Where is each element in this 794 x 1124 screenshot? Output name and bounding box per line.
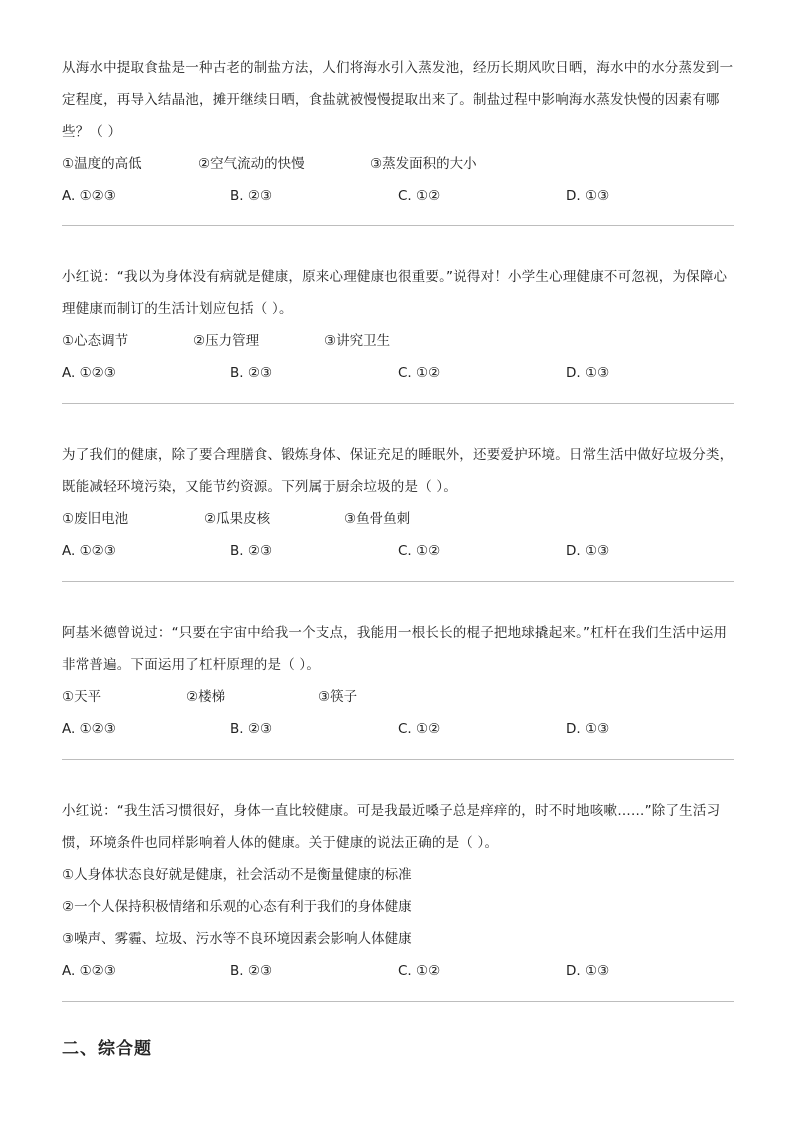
question-1-items [62,148,734,180]
question-2-item-1: ①心态调节 [62,333,129,349]
question-4-item-2: ②楼梯 [186,689,226,705]
question-4-choice-b[interactable]: B. ②③ [230,721,273,737]
divider-5 [62,1001,734,1002]
section-title: 二、综合题 [62,1039,152,1059]
question-2-choice-b[interactable]: B. ②③ [230,365,273,381]
question-4-text: 阿基米德曾说过：“只要在宇宙中给我一个支点，我能用一根长长的棍子把地球撬起来。”杠杆在我们生活中运用非常普遍。下面运用了杠杆原理的是（ ）。 [62,625,728,673]
question-3-choices [62,535,734,567]
divider-4 [62,759,734,760]
question-4-choice-d[interactable]: D. ①③ [566,721,610,737]
question-1-choice-d[interactable]: D. ①③ [566,188,610,204]
question-5-choice-a[interactable]: A. ①②③ [62,963,116,979]
question-3-choice-b[interactable]: B. ②③ [230,543,273,559]
question-5-statement-3: ③噪声、雾霾、垃圾、污水等不良环境因素会影响人体健康 [62,931,412,947]
question-1-item-3: ③蒸发面积的大小 [370,156,477,172]
question-2 [62,261,734,389]
divider-3 [62,581,734,582]
question-5-choice-b[interactable]: B. ②③ [230,963,273,979]
question-2-choice-c[interactable]: C. ①② [398,365,441,381]
question-1-choice-b[interactable]: B. ②③ [230,188,273,204]
question-5-statement-1: ①人身体状态良好就是健康，社会活动不是衡量健康的标准 [62,867,412,883]
question-3 [62,439,734,567]
question-2-choice-a[interactable]: A. ①②③ [62,365,116,381]
question-2-item-2: ②压力管理 [193,333,260,349]
question-5 [62,795,734,987]
question-3-choice-a[interactable]: A. ①②③ [62,543,116,559]
question-1-item-1: ①温度的高低 [62,156,142,172]
question-1-text: 从海水中提取食盐是一种古老的制盐方法，人们将海水引入蒸发池，经历长期风吹日晒，海水中的水分蒸发到一定程度，再导入结晶池，摊开继续日晒，食盐就被慢慢提取出来了。制盐过程中影响海水蒸发快慢的因素有哪些？（ ） [62,60,734,140]
question-3-items [62,503,734,535]
question-2-choices [62,357,734,389]
question-2-item-3: ③讲究卫生 [324,333,391,349]
question-3-text: 为了我们的健康，除了要合理膳食、锻炼身体、保证充足的睡眠外，还要爱护环境。日常生活中做好垃圾分类，既能减轻环境污染，又能节约资源。下列属于厨余垃圾的是（ ）。 [62,447,734,495]
question-4-items [62,681,734,713]
question-3-item-3: ③鱼骨鱼刺 [344,511,411,527]
question-2-choice-d[interactable]: D. ①③ [566,365,610,381]
question-4-choices [62,713,734,745]
question-2-items [62,325,734,357]
question-1 [62,52,734,212]
question-1-choice-c[interactable]: C. ①② [398,188,441,204]
question-1-item-2: ②空气流动的快慢 [198,156,305,172]
question-5-choices [62,955,734,987]
question-2-text: 小红说：“我以为身体没有病就是健康，原来心理健康也很重要。”说得对！小学生心理健康不可忽视，为保障心理健康而制订的生活计划应包括（ ）。 [62,269,728,317]
question-4-item-3: ③筷子 [318,689,358,705]
question-3-item-1: ①废旧电池 [62,511,129,527]
question-1-choice-a[interactable]: A. ①②③ [62,188,116,204]
question-5-choice-d[interactable]: D. ①③ [566,963,610,979]
question-5-choice-c[interactable]: C. ①② [398,963,441,979]
divider-1 [62,225,734,226]
question-3-choice-d[interactable]: D. ①③ [566,543,610,559]
question-5-text: 小红说：“我生活习惯很好，身体一直比较健康。可是我最近嗓子总是痒痒的，时不时地咳嗽……”除了生活习惯，环境条件也同样影响着人体的健康。关于健康的说法正确的是（ ）。 [62,803,721,851]
question-4 [62,617,734,745]
question-1-choices [62,180,734,212]
question-4-choice-c[interactable]: C. ①② [398,721,441,737]
question-3-choice-c[interactable]: C. ①② [398,543,441,559]
question-5-statement-2: ②一个人保持积极情绪和乐观的心态有利于我们的身体健康 [62,899,412,915]
question-4-choice-a[interactable]: A. ①②③ [62,721,116,737]
question-4-item-1: ①天平 [62,689,102,705]
divider-2 [62,403,734,404]
question-3-item-2: ②瓜果皮核 [204,511,271,527]
